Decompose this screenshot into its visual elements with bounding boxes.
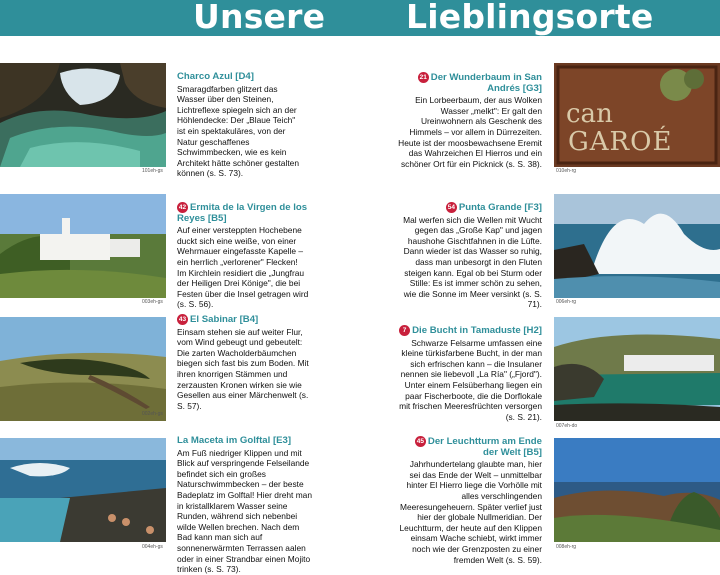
tamaduste-number-badge: 7 [399,325,410,336]
leuchtturm-text [398,436,542,565]
ermita-credit: 003eh-gs [142,299,163,305]
sabinar-photo [0,317,166,421]
charco-azul-body: Smaragdfarben glitzert das Wasser über den Steinen, Lichtreflexe spiegeln sich an der Höhlendecke: Der „Blaue Teich" ist ein spektakuläres, von der Natur geschaffenes Schwimmbecken, wie es kein Architekt hätte schöner gestalten können (s. S. 73). [177,83,299,179]
punta-grande-credit: 006eh-rg [556,299,577,305]
ermita-body: Auf einer versteppten Hochebene duckt sich eine weiße, von einer Wehrmauer eingefasste Kapelle – ein herrlich „verlorener" Flecken! Im Kirchlein residiert die „Jungfrau der Heiligen Drei Könige", die bei Festen über die Insel getragen wird (s. S. 56). [177,225,309,310]
wunderbaum-body: Ein Lorbeerbaum, der aus Wolken Wasser „melkt": Er galt den Ureinwohnern als Geschenk des Himmels – vor allem in Dürrezeiten. Heute ist der moosbewachsene Eremit das Wahrzeichen El Hierros und ein schöner Ort für ein Picknick (s. S. 38). [398,95,542,169]
ermita-title [177,202,309,224]
wunderbaum-sign-line2: GAROÉ [568,127,673,157]
punta-grande-body: Mal werfen sich die Wellen mit Wucht gegen das „Große Kap" und jagen haushohe Gischtfahnen in die Lüfte. Dann wieder ist das Wasser so ruhig, dass man unbesorgt in den Fluten steigen kann. Egal ob bei Sturm oder Stille: Es ist immer schön zu sehen, wie die Sonne im Meer versinkt (s. S. 71). [403,214,542,310]
leuchtturm-credit: 008eh-rg [556,544,577,550]
sabinar-body: Einsam stehen sie auf weiter Flur, vom Wind gebeugt und gebeutelt: Die zarten Wacholderbäumchen biegen sich fast bis zum Boden. Mit ihren knorrigen Stämmen und zerzausten Kronen wirken sie wie Gesellen aus einer Märchenwelt (s. S. 57). [177,326,309,411]
wunderbaum-sign-line1: can [566,99,613,129]
wunderbaum-credit: 010eh-rg [556,168,577,174]
ermita-photo [0,194,166,298]
punta-grande-photo [554,194,720,298]
punta-grande-title [398,202,542,214]
leuchtturm-body: Jahrhundertelang glaubte man, hier sei das Ende der Welt – unmittelbar hinter El Hierro liege die Vorhölle mit alles verschlingenden Meeresungeheuern. Später verlief just hier der globale Nullmeridian. Der Leuchtturm, der heute auf den Klippen einsam Wache schiebt, wirkt immer noch wie der Grenzposten zu einer fremden Welt (s. S. 59). [399,459,542,565]
tamaduste-body: Schwarze Felsarme umfassen eine kleine türkisfarbene Bucht, in der man sich erfrischen kann – die Insulaner nennen sie liebevoll „La Ría" („Fjord"). Unter einem Felsüberhang liegen ein paar Fischerboote, die die Dorflokale mit frischen Meeresfrüchten versorgen (s. S. 21). [399,337,542,422]
sabinar-credit: 002eh-gs [142,411,163,417]
sabinar-number-badge: 43 [178,316,187,323]
header-word-left: Unsere [193,0,326,36]
maceta-credit: 004eh-gs [142,544,163,550]
punta-grande-text [398,202,542,310]
punta-grande-number-badge: 54 [447,204,455,211]
leuchtturm-number-badge: 45 [416,438,425,445]
tamaduste-title [398,325,542,337]
tamaduste-text [398,325,542,422]
maceta-photo [0,438,166,542]
ermita-title-text: Ermita de la Virgen de los Reyes [B5] [177,202,308,224]
leuchtturm-photo [554,438,720,542]
sabinar-title-text: El Sabinar [B4] [190,314,259,325]
maceta-title: La Maceta im Golftal [E3] [177,435,292,446]
wunderbaum-title [398,72,542,94]
leuchtturm-title-text: Der Leuchtturm am Ende der Welt [B5] [427,436,542,458]
punta-grande-title-text: Punta Grande [F3] [458,202,542,213]
wunderbaum-number-badge: 21 [419,74,427,81]
header-word-right: Lieblingsorte [406,0,654,36]
wunderbaum-text [398,72,542,169]
wunderbaum-title-text: Der Wunderbaum in San Andrés [G3] [430,72,542,94]
tamaduste-credit: 007eh-do [556,423,578,429]
sabinar-text [177,314,309,411]
charco-azul-text [177,72,305,179]
sabinar-title [177,314,309,326]
tamaduste-photo [554,317,720,421]
maceta-body: Am Fuß niedriger Klippen und mit Blick auf verspringende Felseilande befindet sich ein großes Naturschwimmbecken – der beste Badeplatz im Golftal! Hier dreht man in kristallklarem Wasser seine Runden, während sich nebenbei wilde Wellen brechen. Nach dem Bad kann man sich auf sonnenerwärmten Terrassen aalen oder in einer Strandbar einen Mojito trinken (s. S. 73). [177,447,312,575]
tamaduste-title-text: Die Bucht in Tamaduste [H2] [412,325,542,336]
header-band [0,0,720,36]
charco-azul-title: Charco Azul [D4] [177,71,254,82]
ermita-number-badge: 42 [178,204,187,211]
charco-azul-photo [0,63,166,167]
ermita-text [177,202,309,310]
maceta-text [177,436,313,575]
leuchtturm-title [398,436,542,458]
charco-azul-credit: 101eh-gs [142,168,163,174]
wunderbaum-photo [554,63,720,167]
